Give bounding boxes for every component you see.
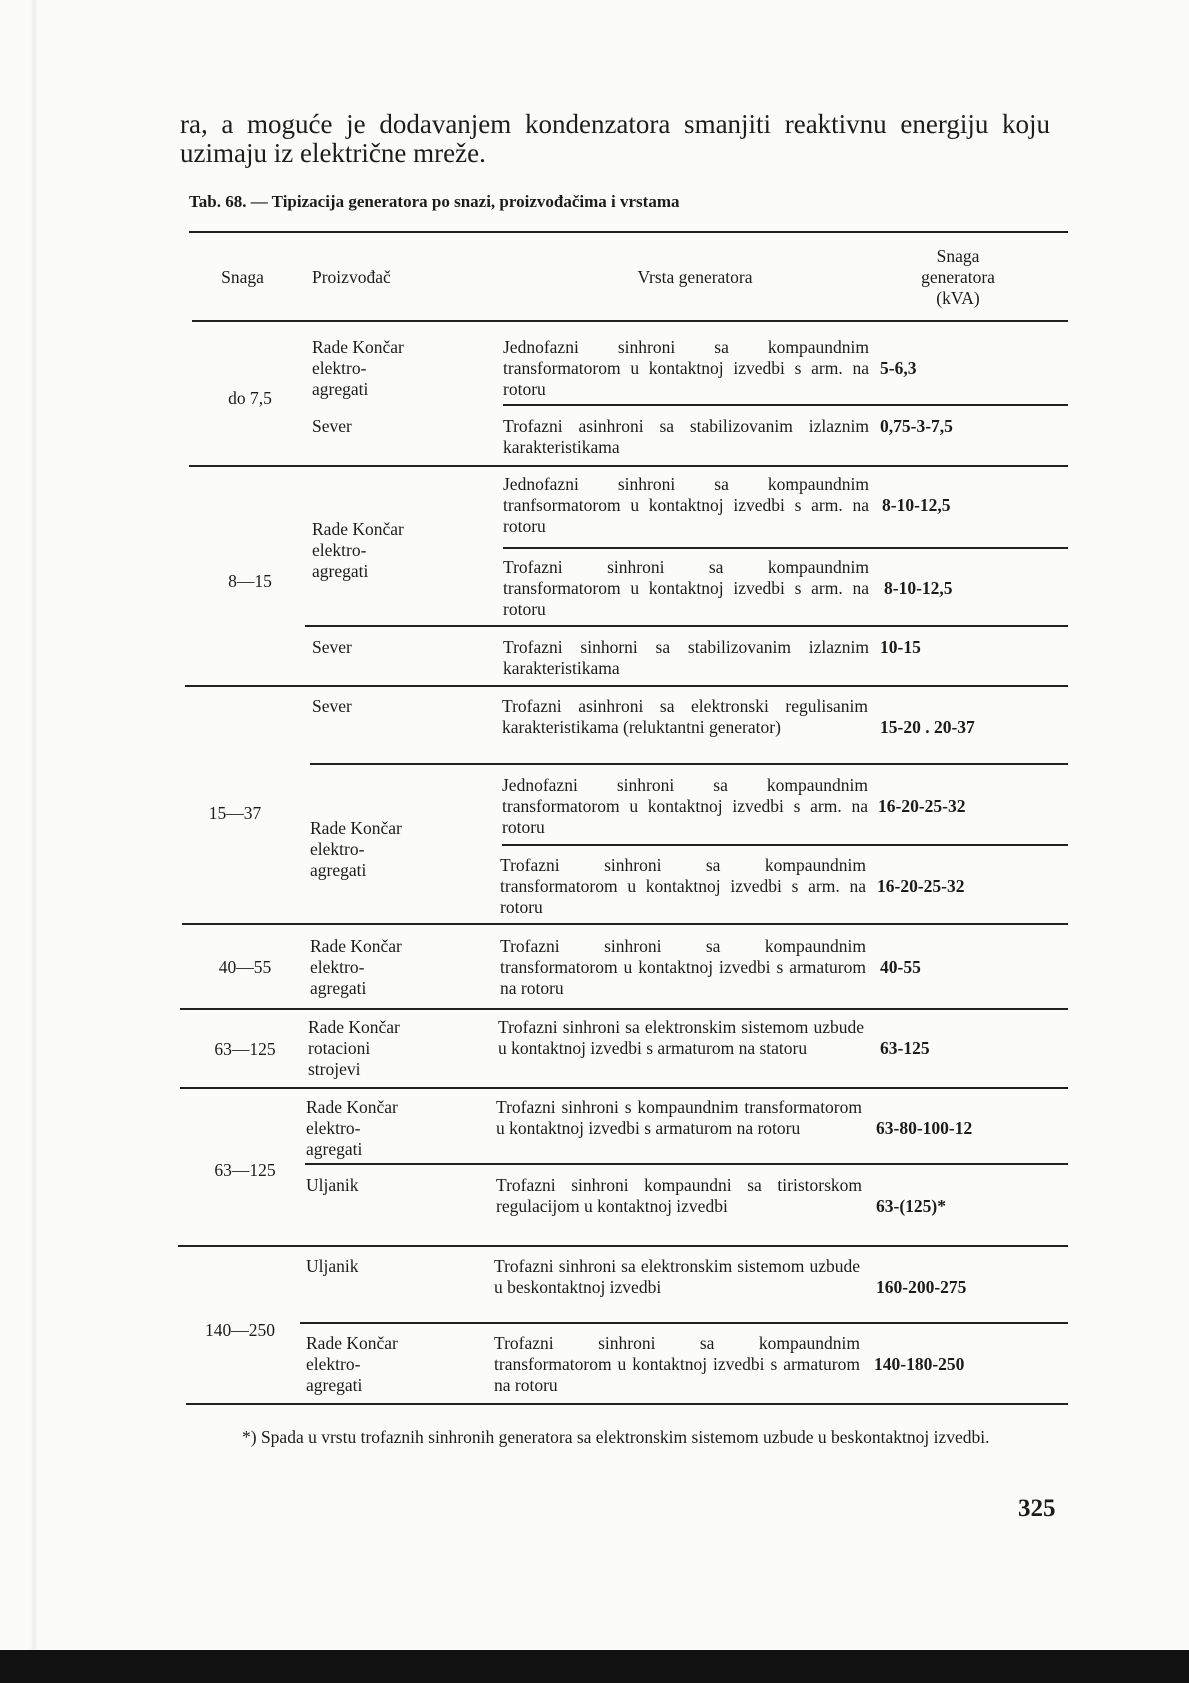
group-rule: [180, 1087, 1068, 1089]
vrsta-cell: Trofazni sinhorni sa stabilizovanim izlaznim karakteristikama: [503, 637, 869, 678]
vrsta-cell: Jednofazni sinhroni sa kompaundnim transformatorom u kontaktnoj izvedbi s arm. na rotoru: [502, 775, 868, 837]
proizvodjac-line: agregati: [310, 860, 367, 880]
snaga-cell: 40—55: [218, 957, 272, 977]
kva-cell: 16-20-25-32: [877, 876, 965, 896]
table-bottom-rule: [186, 1403, 1068, 1405]
proizvodjac-line: Sever: [312, 416, 352, 436]
proizvodjac-line: Rade Končar: [306, 1333, 398, 1353]
scan-bottom-border: [0, 1650, 1189, 1683]
proizvodjac-line: Rade Končar: [312, 519, 404, 539]
kva-cell: 10-15: [880, 637, 921, 657]
proizvodjac-line: Sever: [312, 696, 352, 716]
proizvodjac-line: agregati: [306, 1139, 363, 1159]
kva-cell: 5-6,3: [880, 358, 917, 378]
snaga-cell: 63—125: [214, 1039, 276, 1059]
proizvodjac-line: elektro-: [312, 540, 367, 560]
group-rule: [180, 1008, 1068, 1010]
vrsta-cell: Jednofazni sinhroni sa kompaundnim tranfsormatorom u kontaktnoj izvedbi s arm. na rotoru: [503, 474, 869, 536]
kva-cell: 8-10-12,5: [882, 495, 951, 515]
header-snaga-gen-3: (kVA): [936, 288, 980, 308]
vrsta-cell: Trofazni sinhroni sa kompaundnim transformatorom u kontaktnoj izvedbi s arm. na rotoru: [503, 557, 869, 619]
proizvodjac-line: agregati: [312, 379, 369, 399]
proizvodjac-line: elektro-: [312, 358, 367, 378]
vrsta-cell: Trofazni sinhroni sa elektronskim sistemom uzbude u beskontaktnoj izvedbi: [494, 1256, 860, 1297]
kva-cell: 140-180-250: [874, 1354, 965, 1374]
proizvodjac-line: agregati: [306, 1375, 363, 1395]
proizvodjac-line: elektro-: [310, 839, 365, 859]
vrsta-cell: Jednofazni sinhroni sa kompaundnim transformatorom u kontaktnoj izvedbi s arm. na rotoru: [503, 337, 869, 399]
vrsta-cell: Trofazni sinhroni sa kompaundnim transformatorom u kontaktnoj izvedbi s armaturom na rotoru: [494, 1333, 860, 1395]
header-snaga-gen-2: generatora: [921, 267, 995, 287]
proizvodjac-line: Rade Končar: [306, 1097, 398, 1117]
kva-cell: 63-80-100-12: [876, 1118, 973, 1138]
table-caption: Tab. 68. — Tipizacija generatora po snazi, proizvođačima i vrstama: [189, 192, 680, 211]
kva-cell: 40-55: [880, 957, 921, 977]
group-rule: [178, 1245, 1068, 1247]
header-snaga-gen-1: Snaga: [936, 246, 980, 266]
vrsta-cell: Trofazni sinhroni sa kompaundnim transformatorom u kontaktnoj izvedbi s armaturom na rotoru: [500, 936, 866, 998]
kva-cell: 15-20 . 20-37: [880, 717, 975, 737]
page-number: 325: [1018, 1495, 1056, 1522]
vrsta-cell: Trofazni sinhroni kompaundni sa tiristorskom regulacijom u kontaktnoj izvedbi: [496, 1175, 862, 1216]
proizvodjac-line: strojevi: [308, 1059, 361, 1079]
kva-cell: 8-10-12,5: [884, 578, 953, 598]
footnote: *) Spada u vrstu trofaznih sinhronih generatora sa elektronskim sistemom uzbude u beskontaktnoj izvedbi.: [242, 1427, 990, 1447]
intro-paragraph: ra, a moguće je dodavanjem kondenzatora smanjiti reaktivnu energiju koju uzimaju iz električne mreže.: [180, 109, 1050, 168]
proizvodjac-line: Rade Končar: [308, 1017, 400, 1037]
proizvodjac-line: Uljanik: [306, 1175, 359, 1195]
snaga-cell: 63—125: [214, 1160, 276, 1180]
row-rule: [310, 763, 1068, 765]
proizvodjac-line: elektro-: [306, 1354, 361, 1374]
header-bottom-rule: [192, 320, 1068, 322]
snaga-cell: do 7,5: [228, 388, 272, 408]
row-rule: [502, 844, 1068, 846]
table-top-rule: [189, 231, 1068, 233]
kva-cell: 63-(125)*: [876, 1196, 946, 1216]
group-rule: [182, 923, 1068, 925]
proizvodjac-line: elektro-: [306, 1118, 361, 1138]
kva-cell: 16-20-25-32: [878, 796, 966, 816]
proizvodjac-line: agregati: [310, 978, 367, 998]
row-rule: [503, 404, 1068, 406]
proizvodjac-line: rotacioni: [308, 1038, 371, 1058]
proizvodjac-line: Rade Končar: [310, 818, 402, 838]
kva-cell: 63-125: [880, 1038, 930, 1058]
row-rule: [503, 547, 1068, 549]
header-proizvodjac: Proizvođač: [312, 267, 391, 287]
vrsta-cell: Trofazni sinhroni s kompaundnim transformatorom u kontaktnoj izvedbi s armaturom na rotoru: [496, 1097, 862, 1138]
vrsta-cell: Trofazni asinhroni sa stabilizovanim izlaznim karakteristikama: [503, 416, 869, 457]
proizvodjac-line: elektro-: [310, 957, 365, 977]
vrsta-cell: Trofazni asinhroni sa elektronski regulisanim karakteristikama (reluktantni generator): [502, 696, 868, 737]
row-rule: [305, 1163, 1068, 1165]
proizvodjac-line: Rade Končar: [310, 936, 402, 956]
proizvodjac-line: Uljanik: [306, 1256, 359, 1276]
snaga-cell: 8—15: [228, 571, 272, 591]
row-rule: [300, 1322, 1068, 1324]
vrsta-cell: Trofazni sinhroni sa kompaundnim transformatorom u kontaktnoj izvedbi s arm. na rotoru: [500, 855, 866, 917]
group-rule: [189, 465, 1068, 467]
group-rule: [185, 685, 1068, 687]
header-vrsta: Vrsta generatora: [637, 267, 753, 287]
header-snaga: Snaga: [221, 267, 264, 287]
proizvodjac-line: Sever: [312, 637, 352, 657]
proizvodjac-line: Rade Končar: [312, 337, 404, 357]
proizvodjac-line: agregati: [312, 561, 369, 581]
scan-edge-shadow: [30, 0, 38, 1683]
kva-cell: 160-200-275: [876, 1277, 967, 1297]
vrsta-cell: Trofazni sinhroni sa elektronskim sistemom uzbude u kontaktnoj izvedbi s armaturom na statoru: [498, 1017, 864, 1058]
snaga-cell: 15—37: [208, 803, 262, 823]
snaga-cell: 140—250: [205, 1320, 275, 1340]
row-rule: [305, 625, 1068, 627]
kva-cell: 0,75-3-7,5: [880, 416, 953, 436]
